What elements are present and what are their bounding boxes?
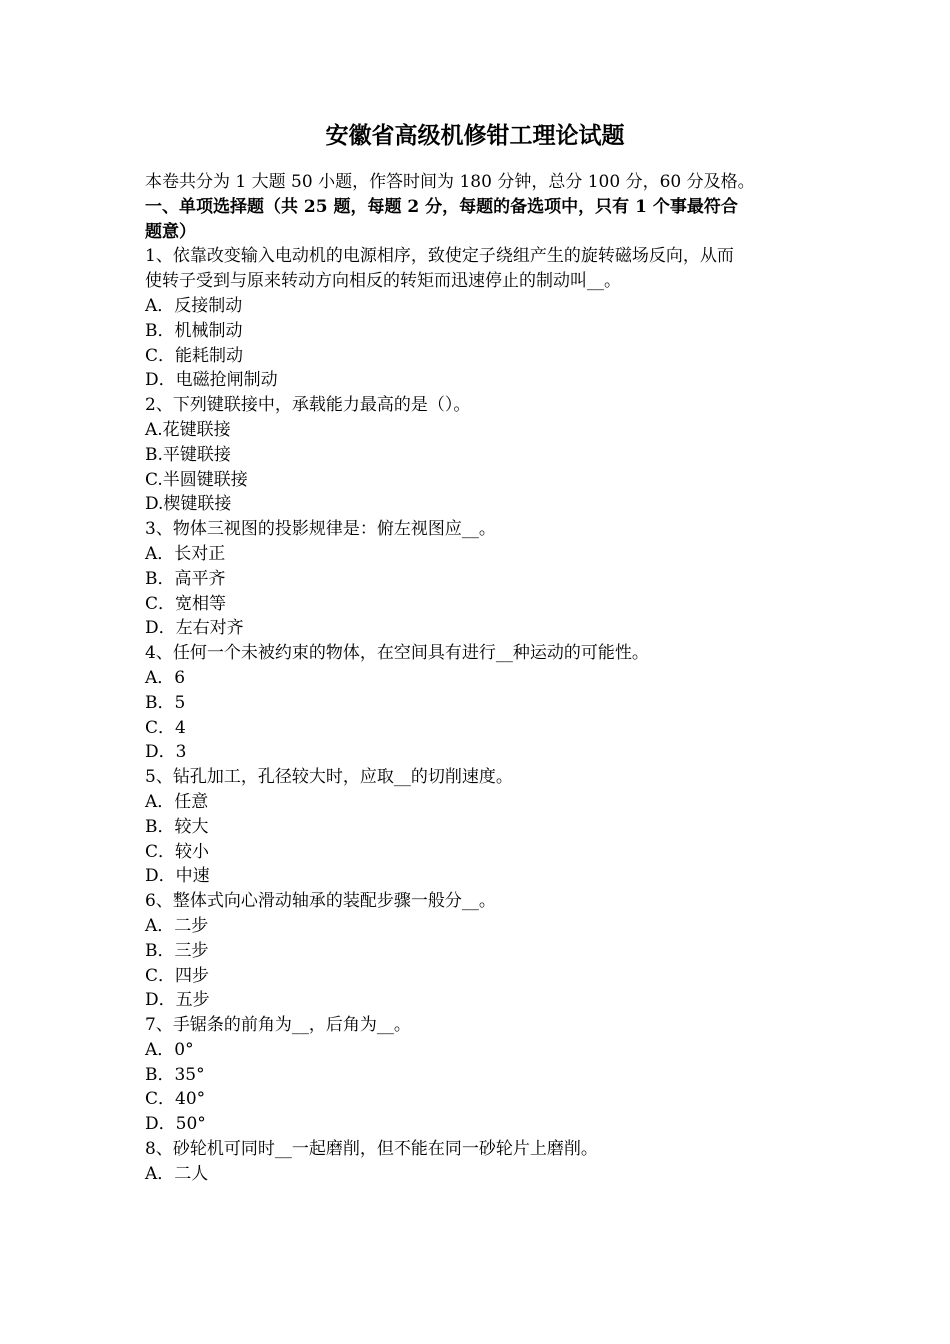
answer-option: A．0° bbox=[145, 1039, 194, 1060]
answer-option: B．35° bbox=[145, 1064, 205, 1085]
answer-option: D．中速 bbox=[145, 866, 210, 887]
question-1 bbox=[145, 244, 810, 393]
question-stem: 1、依靠改变输入电动机的电源相序，致使定子绕组产生的旋转磁场反向，从而 bbox=[145, 246, 734, 267]
answer-option: B．5 bbox=[145, 692, 186, 713]
question-4 bbox=[145, 641, 810, 765]
question-stem: 使转子受到与原来转动方向相反的转矩而迅速停止的制动叫__。 bbox=[145, 271, 621, 292]
answer-option: D．左右对齐 bbox=[145, 618, 244, 639]
answer-option: D．3 bbox=[145, 742, 187, 763]
answer-option: C．四步 bbox=[145, 965, 210, 986]
answer-option: A．二人 bbox=[145, 1163, 209, 1184]
answer-option: A．反接制动 bbox=[145, 295, 243, 316]
question-stem: 5、钻孔加工，孔径较大时，应取__的切削速度。 bbox=[145, 767, 513, 788]
question-stem: 3、物体三视图的投影规律是：俯左视图应__。 bbox=[145, 519, 496, 540]
answer-option: A．6 bbox=[145, 667, 186, 688]
answer-option: C．4 bbox=[145, 717, 186, 738]
answer-option: D.楔键联接 bbox=[145, 494, 232, 515]
answer-option: C．能耗制动 bbox=[145, 345, 244, 366]
answer-option: B．高平齐 bbox=[145, 568, 226, 589]
section-heading-line-2: 题意） bbox=[145, 221, 196, 242]
document-title: 安徽省高级机修钳工理论试题 bbox=[325, 122, 625, 149]
answer-option: B．机械制动 bbox=[145, 320, 243, 341]
answer-option: C．较小 bbox=[145, 841, 210, 862]
question-stem: 7、手锯条的前角为__，后角为__。 bbox=[145, 1015, 411, 1036]
question-stem: 2、下列键联接中，承载能力最高的是（）。 bbox=[145, 395, 471, 416]
answer-option: C．宽相等 bbox=[145, 593, 227, 614]
question-stem: 6、整体式向心滑动轴承的装配步骤一般分__。 bbox=[145, 891, 496, 912]
answer-option: C．40° bbox=[145, 1089, 206, 1110]
answer-option: B．较大 bbox=[145, 816, 209, 837]
answer-option: A．长对正 bbox=[145, 543, 226, 564]
answer-option: B.平键联接 bbox=[145, 444, 231, 465]
answer-option: C.半圆键联接 bbox=[145, 469, 248, 490]
answer-option: B．三步 bbox=[145, 940, 209, 961]
answer-option: A.花键联接 bbox=[145, 419, 231, 440]
question-8 bbox=[145, 1137, 810, 1187]
question-5 bbox=[145, 765, 810, 889]
answer-option: D．50° bbox=[145, 1114, 206, 1135]
answer-option: A．二步 bbox=[145, 915, 209, 936]
question-stem: 4、任何一个未被约束的物体，在空间具有进行__种运动的可能性。 bbox=[145, 643, 649, 664]
question-stem: 8、砂轮机可同时__一起磨削，但不能在同一砂轮片上磨削。 bbox=[145, 1139, 598, 1160]
section-heading-line-1: 一、单项选择题（共 25 题，每题 2 分，每题的备选项中，只有 1 个事最符合 bbox=[145, 196, 738, 217]
answer-option: D．电磁抢闸制动 bbox=[145, 370, 278, 391]
question-7 bbox=[145, 1013, 810, 1137]
question-6 bbox=[145, 889, 810, 1013]
question-3 bbox=[145, 517, 810, 641]
document-body bbox=[145, 170, 810, 1187]
answer-option: A．任意 bbox=[145, 791, 209, 812]
intro-text: 本卷共分为 1 大题 50 小题，作答时间为 180 分钟，总分 100 分，60 分及格。 bbox=[145, 172, 755, 192]
answer-option: D．五步 bbox=[145, 990, 210, 1011]
question-2 bbox=[145, 393, 810, 517]
